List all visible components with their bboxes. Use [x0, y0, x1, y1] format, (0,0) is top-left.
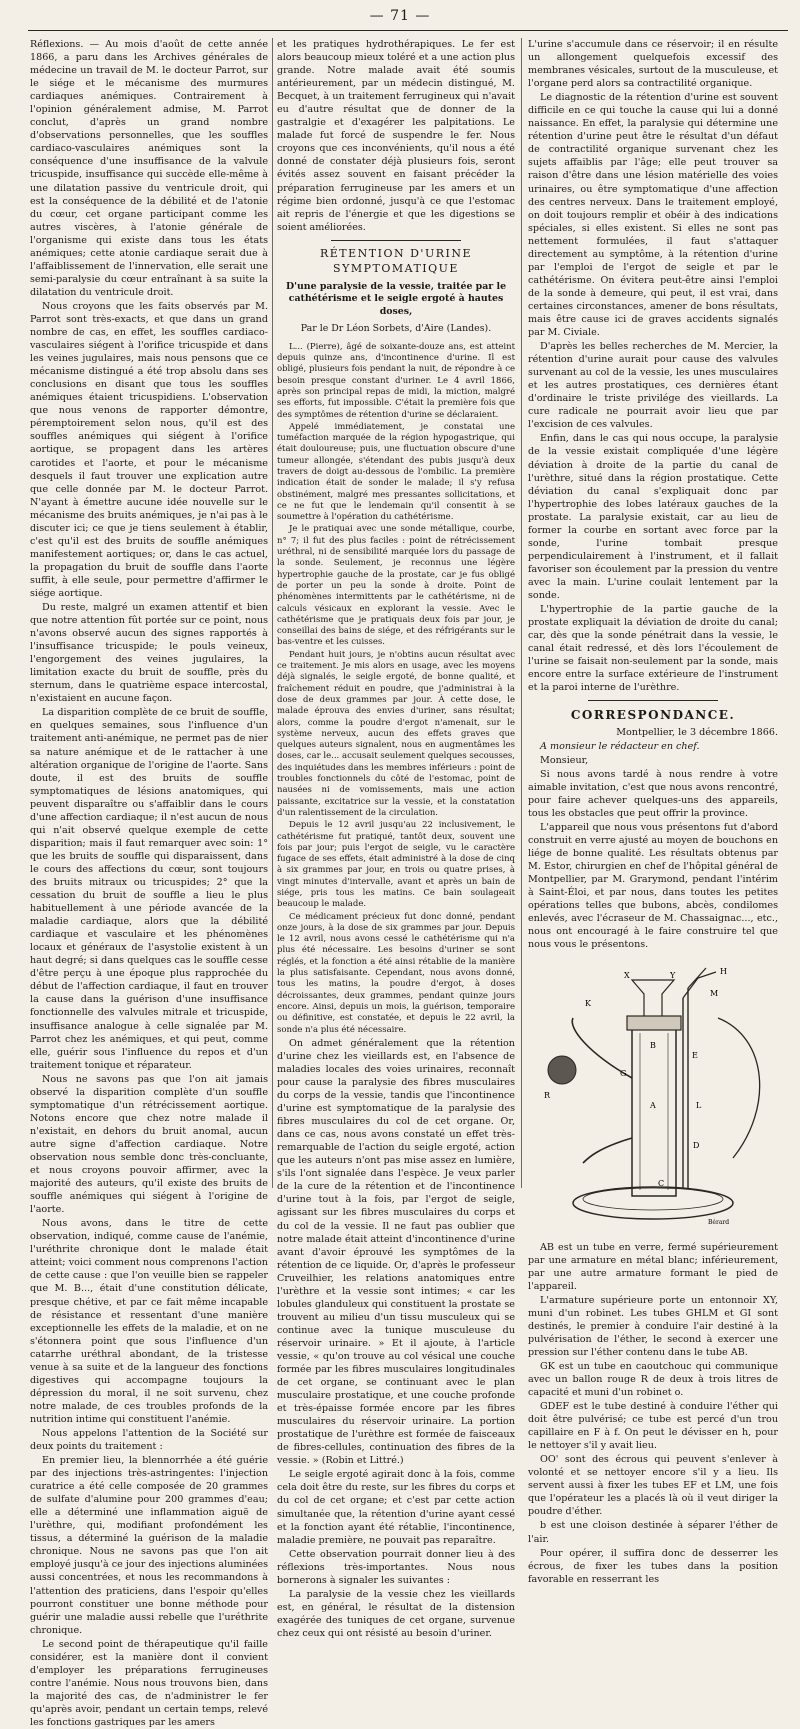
paragraph: et les pratiques hydrothérapiques. Le fer est alors beaucoup mieux toléré et a une action plus grande. Notre malade avait été soumis antérieurement, par un médecin distingué, M. Becquet, à un traitement ferrugineux qui n'avait eu d'autre résultat que de donner de la gastralgie et d'exagérer les palpitations. Le malade fut forcé de suspendre le fer. Nous croyons que ces inconvénients, qu'il nous a été donné de constater déjà plusieurs fois, seront évités assez souvent en faisant précéder la préparation ferrugineuse par les amers et un régime bien ordonné, jusqu'à ce que l'estomac ait repris de l'énergie et que les digestions se soient améliorées.: [277, 39, 515, 233]
paragraph: b est une cloison destinée à séparer l'éther de l'air.: [528, 1520, 778, 1545]
paragraph: GDEF est le tube destiné à conduire l'éther qui doit être pulvérisé; ce tube est percé d'un trou capillaire en F à f. On peut le dévisser en h, pour le nettoyer s'il y avait lieu.: [528, 1401, 778, 1452]
paragraph: Pour opérer, il suffira donc de desserrer les écrous, de fixer les tubes dans la position favorable en resserrant les: [528, 1547, 778, 1585]
figure-label: L: [696, 1101, 702, 1111]
figure-label: A: [650, 1101, 656, 1111]
paragraph: On admet généralement que la rétention d'urine chez les vieillards est, en l'absence de maladies locales des voies urinaires, reconnaît pour cause la paralysie des fibres musculaires du corps de la vessie, tandis que l'incontinence d'urine est symptomatique de la paralysie des fibres musculaires du col de cet organe. Or, dans ce cas, nous avons constaté un effet très-remarquable de l'action du seigle ergoté, action que les auteurs n'ont pas mise assez en lumière, s'ils l'ont signalée dans l'espèce. Je veux parler de la cure de la rétention et de l'incontinence d'urine tout à la fois, par l'ergot de seigle, agissant sur les fibres musculaires du corps et du col de la vessie. Il ne faut pas oublier que notre malade était atteint d'incontinence d'urine avant d'avoir éprouvé les symptômes de la rétention de ce liquide. Or, d'après le professeur Cruveilhier, les relations anatomiques entre l'urèthre et la vessie sont intimes; « car les lobules glanduleux qui constituent la prostate se trouvent au milieu d'un tissu musculeux qui se continue avec la tunique musculeuse du réservoir urinaire. » Et il ajoute, à l'article vessie, « qu'on trouve au col vésical une couche formée par les fibres musculaires longitudinales de cet organe, se continuant avec le plan musculaire prostatique, et une couche profonde et très-épaisse formée encore par les fibres musculaires du réservoir urinaire. La portion prostatique de l'urèthre est formée de faisceaux de fibres-cellules, continuation des fibres de la vessie. » (Robin et Littré.): [277, 1037, 515, 1467]
paragraph: Le seigle ergoté agirait donc à la fois, comme cela doit être du reste, sur les fibres du corps et du col de cet organe; et c'est par cette action simultanée que, la rétention d'urine ayant cessé et la fonction ayant été rétablie, l'incontinence, maladie première, ne pouvait pas reparaître.: [277, 1469, 515, 1546]
paragraph: L'urine s'accumule dans ce réservoir; il en résulte un allongement quelquefois excessif des membranes vésicales, surtout de la musculeuse, et l'organe perd alors sa contractilité organique.: [528, 39, 778, 90]
paragraph: Cette observation pourrait donner lieu à des réflexions très-importantes. Nous nous bornerons à signaler les suivantes :: [277, 1548, 515, 1586]
paragraph: Pendant huit jours, je n'obtins aucun résultat avec ce traitement. Je mis alors en usage, avec les moyens déjà signalés, le seigle ergoté, de bonne qualité, et fraîchement réduit en poudre, que j'administrai à la dose de deux grammes par jour. À cette dose, le malade éprouva des envies d'uriner, sans résultat; alors, comme la poudre d'ergot n'amenait, sur le système nerveux, aucun des effets graves que quelques auteurs signalent, nous en augmentâmes les doses, car le... accusait seulement quelques secousses, des inquiétudes dans les membres inférieurs : point de troubles fonctionnels du côté de l'estomac, point de nausées ni de vomissements, mais une action paissante, excitatrice sur la vessie, et la constatation d'un ralentissement de la circulation.: [277, 649, 515, 818]
column-middle: [277, 38, 515, 1639]
section-title: RÉTENTION D'URINE SYMPTOMATIQUE: [319, 246, 473, 275]
paragraph: Du reste, malgré un examen attentif et bien que notre attention fût portée sur ce point, nous n'avons observé aucun des signes rapportés à l'insuffisance tricuspide; le pouls veineux, l'engorgement des veines jugulaires, la limitation exacte du bruit de souffle, près du sternum, dans le quatrième espace intercostal, n'existaient en aucune façon.: [30, 602, 268, 705]
paragraph: Si nous avons tardé à nous rendre à votre aimable invitation, c'est que nous avons rencontré, pour faire achever quelques-uns des appareils, tous les obstacles que peut offrir la province.: [528, 768, 778, 819]
figure-base-tray: [573, 1187, 733, 1219]
paragraph: GK est un tube en caoutchouc qui communique avec un ballon rouge R de deux à trois litres de capacité et muni d'un robinet o.: [528, 1360, 778, 1399]
salutation: Monsieur,: [540, 754, 589, 766]
column-right: [528, 38, 778, 1585]
paragraph: Réflexions. — Au mois d'août de cette année 1866, a paru dans les Archives générales de médecine un travail de M. le docteur Parrot, sur le siége et le mécanisme des murmures cardiaques anémiques. Contrairement à l'opinion généralement admise, M. Parrot conclut, d'après un grand nombre d'observations personnelles, que les souffles cardiaco-vasculaires anémiques sont la conséquence d'une insuffisance de la valvule tricuspide, insuffisance qui succède elle-même à une dilatation passive du ventricule droit, qui est la conséquence de la débilité et de l'atonie du cœur, cet organe participant comme les autres viscères, à l'atonie générale de l'organisme qui existe dans tous les états anémiques; cette atonie cardiaque serait due à l'affaiblissement de l'innervation, elle serait une semi-paralysie du cœur entraînant à sa suite la dilatation du ventricule droit.: [30, 39, 268, 298]
section-rule: [331, 240, 461, 241]
figure-funnel: [632, 980, 674, 1016]
article-byline: Par le Dr Léon Sorbets, d'Aire (Landes).: [300, 322, 492, 334]
case-report: [277, 342, 515, 1036]
figure-caption: Bérard: [708, 1219, 730, 1227]
paragraph: Nous appelons l'attention de la Société sur deux points du traitement :: [30, 1427, 268, 1453]
figure-label: K: [585, 999, 591, 1009]
column-left: [30, 38, 268, 1728]
paragraph: Je le pratiquai avec une sonde métallique, courbe, n° 7; il fut des plus faciles : point de rétrécissement uréthral, ni de sensibilité marquée lors du passage de la sonde. Seulement, je reconnus une légère hypertrophie gauche de la prostate, car je fus obligé de porter un peu la sonde à droite. Point de phénomènes intermittents par le cathétérisme, ni de calculs vésicaux en explorant la vessie. Avec le cathétérisme que je pratiquais deux fois par jour, je conseillai des bains de siége, et des réfrigérants sur le bas-ventre et les cuisses.: [277, 524, 515, 648]
figure-air-hose: [718, 1018, 760, 1158]
figure-rubber-ball: [548, 1056, 576, 1084]
paragraph: Nous avons, dans le titre de cette observation, indiqué, comme cause de l'anémie, l'uréthrite chronique dont le malade était atteint; voici comment nous comprenons l'action de cette cause : que l'on veuille bien se rappeler que M. B..., était d'une constitution délicate, presque chétive, et par ce fait même incapable de résistance et ressentant d'une manière exceptionnelle les effets de la maladie, et on ne s'étonnera point que sous l'influence d'un catarrhe uréthral abondant, de la tristesse venue à sa suite et de la langueur des fonctions digestives qui accompagne toujours la dépression du moral, il ne soit survenu, chez notre malade, de ces troubles profonds de la nutrition intime qui constituent l'anémie.: [30, 1218, 268, 1425]
figure-rubber-hose: [583, 1138, 632, 1163]
column-divider: [272, 38, 273, 1188]
figure-label: R: [544, 1091, 551, 1101]
figure-label: M: [710, 989, 719, 999]
figure-glass-tube: [632, 1028, 676, 1196]
paragraph: L'hypertrophie de la partie gauche de la prostate expliquait la déviation de droite du canal; car, dès que la sonde pénétrait dans la vessie, le canal était redressé, et dès lors l'écoulement de l'urine se faisait non-seulement par la sonde, mais encore entre la surface extérieure de l'instrument et la paroi interne de l'urèthre.: [528, 604, 778, 694]
figure-top-armature: [627, 1016, 681, 1030]
figure-label: H: [720, 967, 727, 977]
paragraph: L'appareil que nous vous présentons fut d'abord construit en verre ajusté au moyen de bouchons en liége de bonne qualité. Les résultats obtenus par M. Estor, chirurgien en chef de l'hôpital général de Montpellier, par M. Grarymond, pendant l'intérim à Saint-Éloi, et par nous, dans toutes les petites opérations telles que bubons, abcès, condilomes enlevés, avec l'écraseur de M. Chassaignac..., etc., nous ont encouragé à le faire construire tel que nous vous le présentons.: [528, 821, 778, 951]
figure-label: B: [650, 1041, 656, 1051]
header-rule: [28, 30, 788, 31]
article-subtitle: D'une paralysie de la vessie, traitée par le cathétérisme et le seigle ergoté à hautes doses,: [285, 280, 507, 318]
figure-nozzle-tube: [688, 968, 706, 988]
figure-label: G: [620, 1069, 627, 1079]
paragraph: Enfin, dans le cas qui nous occupe, la paralysie de la vessie existait compliquée d'une légère déviation à droite de la partie du canal de l'urèthre, situé dans la région prostatique. Cette déviation du canal s'expliquait donc par l'hypertrophie des lobes latéraux gauches de la prostate. La paralysie existait, car au lieu de former la courbe en sortant avec force par la sonde, l'urine tombait presque perpendiculairement à l'instrument, et il fallait favoriser son écoulement par la pression du ventre avec la main. L'urine coulait lentement par la sonde.: [528, 433, 778, 601]
paragraph: Le diagnostic de la rétention d'urine est souvent difficile en ce qui touche la cause qui lui a donné naissance. En effet, la paralysie qui détermine une rétention d'urine peut être le résultat d'un défaut de contractilité organique survenant chez les sujets affaiblis par l'âge; elle peut trouver sa raison d'être dans une lésion matérielle des voies urinaires, ou être symptomatique d'une affection des centres nerveux. Dans le traitement employé, on doit toujours remplir et obéir à des indications spéciales, si elles existent. Si elles ne sont pas nettement formulées, il faut s'attaquer directement au symptôme, à la rétention d'urine par l'emploi de l'ergot de seigle et par le cathétérisme. On évitera peut-être ainsi l'emploi de la sonde à demeure, qui peut, il est vrai, dans certaines circonstances, amener de bons résultats, mais être cause ici de graves accidents signalés par M. Civiale.: [528, 92, 778, 339]
column-divider: [521, 38, 522, 1188]
figure-base-tray-inner: [583, 1188, 723, 1210]
ether-pulverizer-apparatus-figure: [528, 958, 778, 1228]
figure-label: D: [693, 1141, 700, 1151]
paragraph: La paralysie de la vessie chez les vieillards est, en général, le résultat de la distension exagérée des tuniques de cet organe, survenue chez ceux qui ont résisté au besoin d'uriner.: [277, 1588, 515, 1639]
paragraph: L... (Pierre), âgé de soixante-douze ans, est atteint depuis quinze ans, d'incontinence d'urine. Il est obligé, plusieurs fois pendant la nuit, de répondre à ce besoin presque constant d'uriner. Le 4 avril 1866, après son principal repas de midi, la miction, malgré ses efforts, fut impossible. C'était la première fois que des symptômes de rétention d'urine se déclaraient.: [277, 341, 515, 420]
paragraph: Depuis le 12 avril jusqu'au 22 inclusivement, le cathétérisme fut pratiqué, tantôt deux, souvent une fois par jour; puis l'ergot de seigle, vu le caractère fugace de ses effets, était administré à la dose de cinq à six grammes par jour, en trois ou quatre prises, à vingt minutes d'intervalle, avant et après un bain de siége, pris tous les matins. Ce bain soulageait beaucoup le malade.: [277, 820, 515, 910]
figure-label: E: [692, 1051, 698, 1061]
paragraph: Nous ne savons pas que l'on ait jamais observé la disparition complète d'un souffle symptomatique d'un rétrécissement aortique. Notons encore que chez notre malade il n'existait, en dehors du bruit anomal, aucun autre signe d'affection cardiaque. Notre observation nous semble donc très-concluante, et nous croyons pouvoir affirmer, avec la majorité des auteurs, qu'il existe des bruits de souffle anémiques qui siégent à l'origine de l'aorte.: [30, 1073, 268, 1216]
paragraph: L'armature supérieure porte un entonnoir XY, muni d'un robinet. Les tubes GHLM et GI sont destinés, le premier à conduire l'air destiné à la pulvérisation de l'éther, le second à exercer une pression sur l'éther contenu dans le tube AB.: [528, 1294, 778, 1358]
figure-label: C: [658, 1179, 665, 1189]
paragraph: La disparition complète de ce bruit de souffle, en quelques semaines, sous l'influence d'un traitement anti-anémique, ne permet pas de nier sa nature anémique et de le rattacher à une altération organique de l'origine de l'aorte. Sans doute, il est des bruits de souffle symptomatiques de lésions anatomiques, qui peuvent disparaître ou s'affaiblir dans le cours d'une affection cardiaque; il n'est aucun de nous qui n'ait observé quelque exemple de cette disparition; mais il faut remarquer avec soin: 1° que les bruits de souffle qui disparaissent, dans le cours des affections du cœur, sont toujours des bruits mitraux ou tricuspides; 2° que la cessation du bruit de souffle a lieu le plus habituellement à une période avancée de la maladie cardiaque, alors que la débilité cardiaque et vasculaire et les phénomènes locaux et généraux de l'asystolie existent à un haut degré; si dans quelques cas le souffle cesse d'être perçu à une époque plus rapprochée du début de l'affection cardiaque, il faut en trouver la cause dans la guérison d'une insuffisance fonctionnelle des valvules mitrale et tricuspide, insuffisance analogue à celle signalée par M. Parrot chez les anémiques, et qui peut, comme elle, guérir sous l'influence du repos et d'un traitement tonique et réparateur.: [30, 707, 268, 1071]
paragraph: Nous croyons que les faits observés par M. Parrot sont très-exacts, et que dans un grand nombre de cas, en effet, les souffles cardiaco-vasculaires siégent à l'orifice tricuspide et dans les veines jugulaires, mais nous pensons que ce mécanisme distingué a été trop absolu dans ses conclusions en disant que tous les souffles anémiques étaient tricuspidiens. L'observation que nous venons de rapporter démontre, péremptoirement selon nous, qu'il est des souffles anémiques qui siégent à l'orifice aortique, se propagent dans les artères carotides et l'aorte, et pour le mécanisme desquels il faut trouver une explication autre que celle donnée par M. le docteur Parrot. N'ayant à émettre aucune idée nouvelle sur le mécanisme des bruits anémiques, je n'ai pas à le discuter ici; ce que je tiens seulement à établir, c'est qu'il est des bruits de souffle anémiques manifestement aortiques; or, dans le cas actuel, la propagation du bruit de souffle dans l'aorte suffit, à elle seule, pour permettre d'affirmer le siége aortique.: [30, 300, 268, 599]
figure-label: Y: [670, 971, 676, 981]
correspondence-heading: CORRESPONDANCE.: [570, 708, 736, 723]
paragraph: Ce médicament précieux fut donc donné, pendant onze jours, à la dose de six grammes par jour. Depuis le 12 avril, nous avons cessé le cathétérisme qui n'a plus été nécessaire. Les besoins d'uriner se sont réglés, et la fonction a été ainsi rétablie de la manière la plus satisfaisante. Cependant, nous avons donné, tous les matins, la poudre d'ergot, à doses décroissantes, deux grammes, pendant quinze jours encore. Ainsi, depuis un mois, la guérison, temporaire ou définitive, est constatée, et depuis le 22 avril, la sonde n'a plus été nécessaire.: [277, 911, 515, 1035]
dateline: Montpellier, le 3 décembre 1866.: [616, 726, 778, 738]
paragraph: OO' sont des écrous qui peuvent s'enlever à volonté et se nettoyer encore s'il y a lieu. Ils servent aussi à fixer les tubes EF et LM, une fois que l'opérateur les a placés là où il veut diriger la poudre d'éther.: [528, 1454, 778, 1518]
page-number: — 71 —: [369, 8, 431, 24]
paragraph: D'après les belles recherches de M. Mercier, la rétention d'urine aurait pour cause des valvules survenant au col de la vessie, les unes musculaires et les autres prostatiques, ces dernières étant d'ordinaire le triste privilége des vieillards. La cure radicale ne pourrait avoir lieu que par l'excision de ces valvules.: [528, 341, 778, 431]
figure-label: X: [624, 971, 630, 981]
salutation: A monsieur le rédacteur en chef.: [540, 740, 700, 752]
paragraph: Appelé immédiatement, je constatai une tuméfaction marquée de la région hypogastrique, qui était douloureuse; puis, une fluctuation obscure d'une tumeur allongée, s'étendant des pubis jusqu'à deux travers de doigt au-dessous de l'ombilic. La première indication était de sonder le malade; il s'y refusa obstinément, malgré mes pressantes sollicitations, et ce ne fut que le lendemain qu'il consentit à se soumettre à l'opération du cathétérisme.: [277, 421, 515, 523]
paragraph: Le second point de thérapeutique qu'il faille considérer, est la manière dont il convient d'employer les préparations ferrugineuses contre l'anémie. Nous nous trouvons bien, dans la majorité des cas, de n'administrer le fer qu'après avoir, pendant un certain temps, relevé les fonctions gastriques par les amers: [30, 1638, 268, 1728]
section-rule: [588, 700, 718, 701]
paragraph: AB est un tube en verre, fermé supérieurement par une armature en métal blanc; inférieurement, par une autre armature formant le pied de l'appareil.: [528, 1241, 778, 1292]
paragraph: En premier lieu, la blennorrhée a été guérie par des injections très-astringentes: l'injection curatrice a été celle composée de 20 grammes de sulfate d'alumine pour 200 grammes d'eau; elle a déterminé une inflammation aiguë de l'urèthre, qui, modifiant profondément les tissus, a déterminé la guérison de la maladie chronique. Nous ne savons pas que l'on ait employé jusqu'à ce jour des injections aluminées aussi concentrées, et nous les recommandons à l'attention des praticiens, dans l'espoir qu'elles pourront constituer une bonne méthode pour guérir une maladie aussi rebelle que l'uréthrite chronique.: [30, 1455, 268, 1636]
